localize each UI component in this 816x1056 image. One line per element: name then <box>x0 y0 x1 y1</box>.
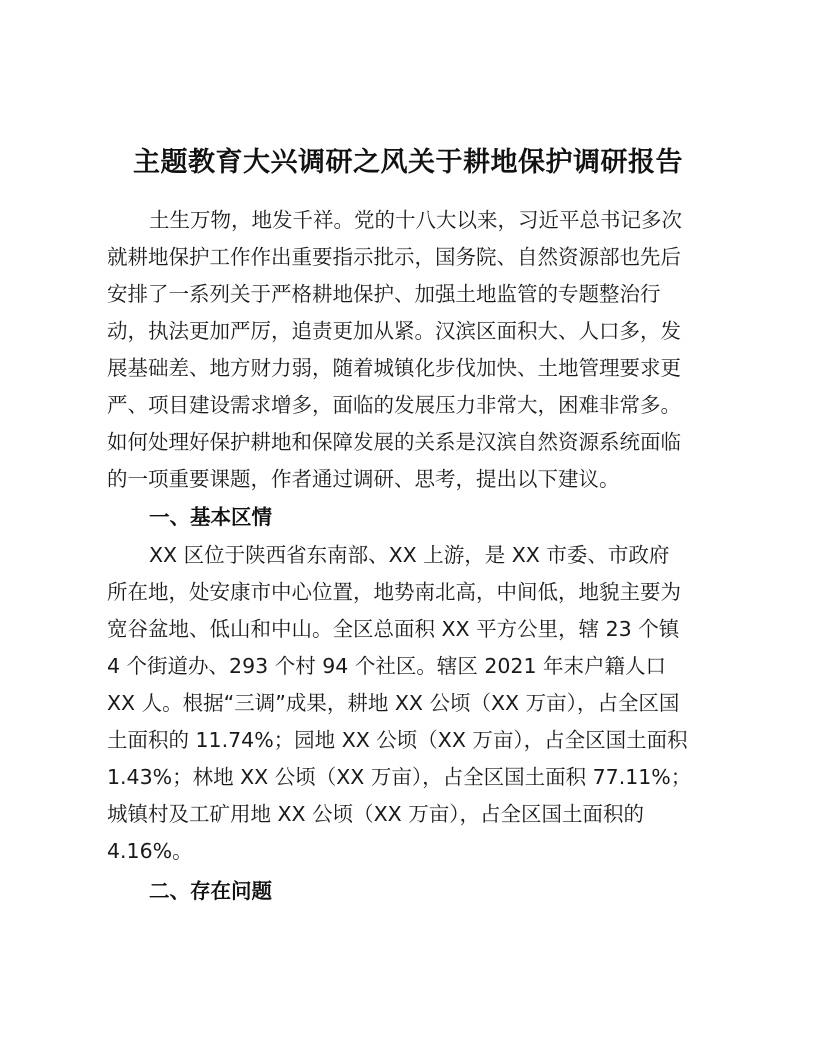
paragraph-line: 展基础差、地方财力弱，随着城镇化步伐加快、土地管理要求更 <box>107 356 681 380</box>
paragraph-line: 安排了一系列关于严格耕地保护、加强土地监管的专题整治行 <box>107 282 661 306</box>
section-heading: 一、基本区情 <box>149 505 272 529</box>
paragraph-line: 所在地，处安康市中心位置，地势南北高，中间低，地貌主要为 <box>107 580 681 604</box>
paragraph-line: 土面积的 11.74%；园地 XX 公顷（XX 万亩），占全区国土面积 <box>107 728 688 752</box>
paragraph-line: 城镇村及工矿用地 XX 公顷（XX 万亩），占全区国土面积的 <box>107 802 644 826</box>
paragraph-line: XX 人。根据“三调”成果，耕地 XX 公顷（XX 万亩），占全区国 <box>107 691 680 715</box>
paragraph-line: 土生万物，地发千祥。党的十八大以来，习近平总书记多次 <box>149 208 682 232</box>
section-heading: 二、存在问题 <box>149 879 272 903</box>
paragraph-line: 4 个街道办、293 个村 94 个社区。辖区 2021 年末户籍人口 <box>107 654 667 678</box>
paragraph-line: 动，执法更加严厉，追责更加从紧。汉滨区面积大、人口多，发 <box>107 319 681 343</box>
paragraph-line: XX 区位于陕西省东南部、XX 上游，是 XX 市委、市政府 <box>149 543 670 567</box>
paragraph-line: 宽谷盆地、低山和中山。全区总面积 XX 平方公里，辖 23 个镇 <box>107 617 680 641</box>
paragraph-line: 1.43%；林地 XX 公顷（XX 万亩），占全区国土面积 77.11%； <box>107 765 692 789</box>
paragraph-line: 如何处理好保护耕地和保障发展的关系是汉滨自然资源系统面临 <box>107 430 681 454</box>
paragraph-line: 严、项目建设需求增多，面临的发展压力非常大，困难非常多。 <box>107 393 681 417</box>
paragraph-line: 的一项重要课题，作者通过调研、思考，提出以下建议。 <box>107 467 620 491</box>
paragraph-line: 就耕地保护工作作出重要指示批示，国务院、自然资源部也先后 <box>107 245 681 269</box>
document-title: 主题教育大兴调研之风关于耕地保护调研报告 <box>133 147 683 178</box>
paragraph-line: 4.16%。 <box>107 839 193 863</box>
